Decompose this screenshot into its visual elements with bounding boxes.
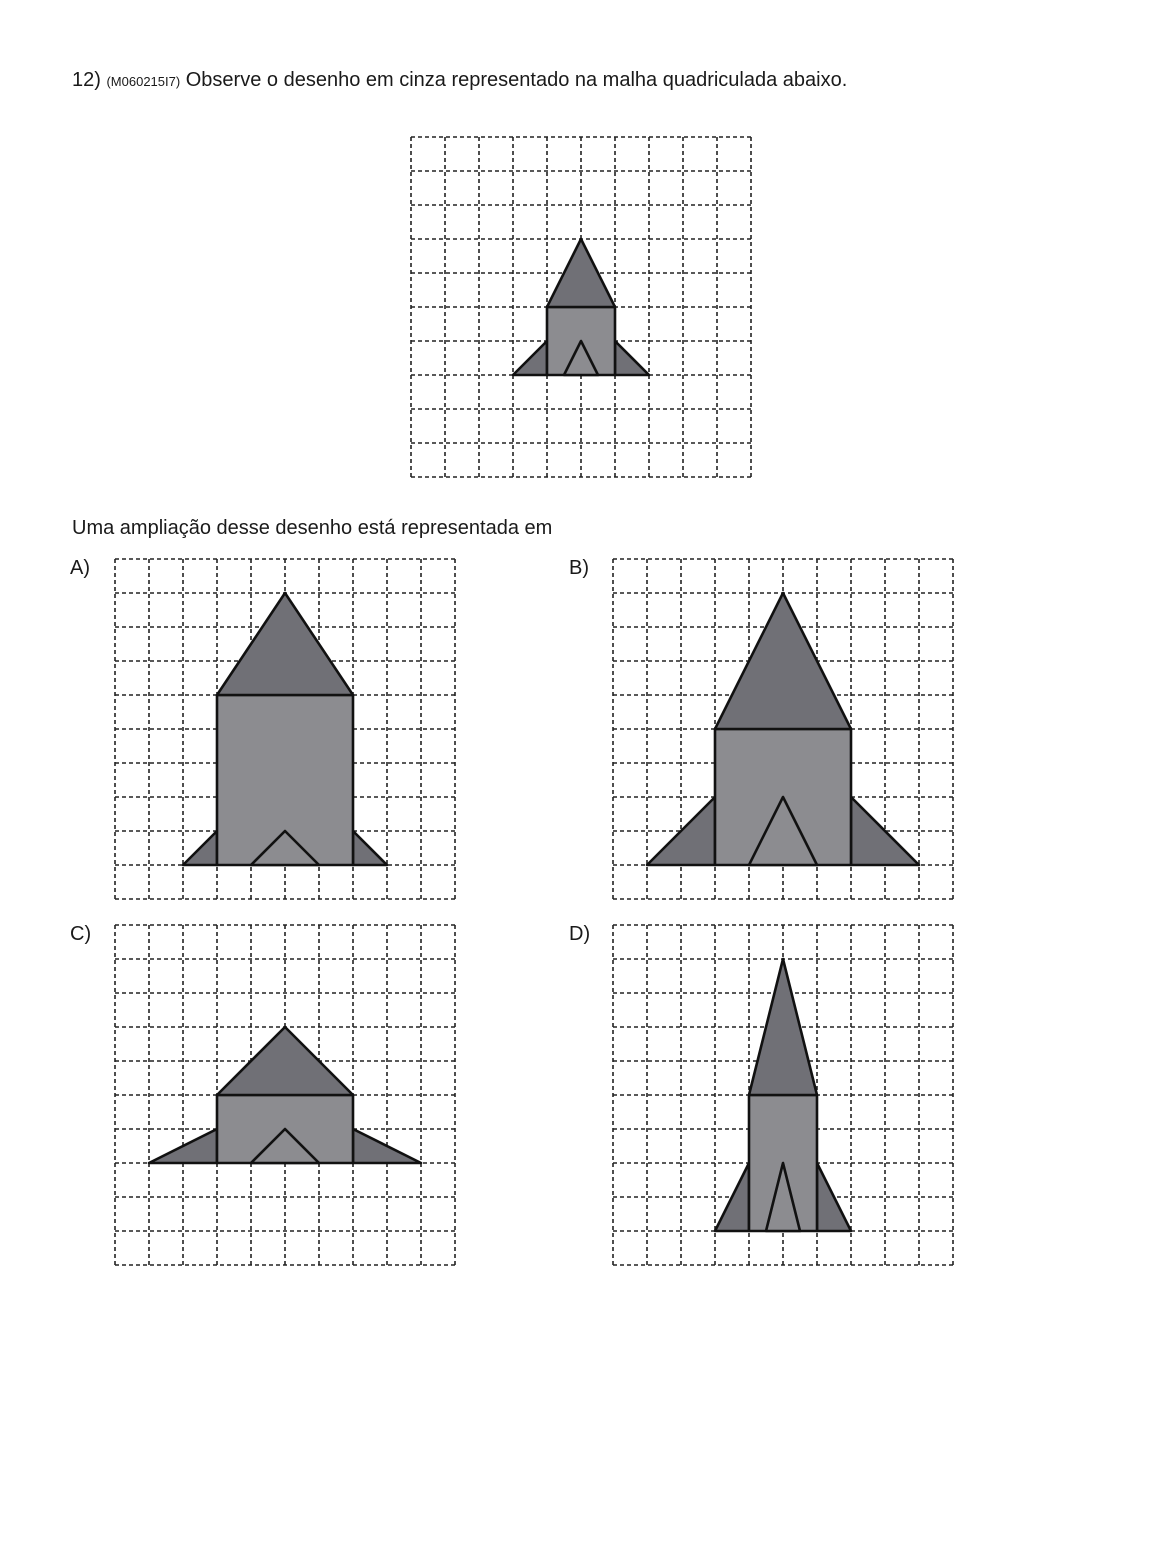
rocket-right-fin bbox=[353, 831, 387, 865]
rocket-left-fin bbox=[513, 341, 547, 375]
question-text: Observe o desenho em cinza representado na malha quadriculada abaixo. bbox=[185, 69, 848, 91]
option-b-label[interactable]: B) bbox=[569, 557, 589, 579]
option-a-label[interactable]: A) bbox=[70, 557, 90, 579]
rocket-left-fin bbox=[149, 1129, 217, 1163]
rocket-left-fin bbox=[183, 831, 217, 865]
rocket-nose bbox=[547, 239, 615, 307]
option-d-label[interactable]: D) bbox=[569, 923, 591, 945]
rocket-nose bbox=[217, 593, 353, 695]
rocket-right-fin bbox=[353, 1129, 421, 1163]
option-a-figure[interactable] bbox=[115, 559, 455, 899]
question-number: 12) bbox=[72, 69, 101, 91]
option-b-figure[interactable] bbox=[613, 559, 953, 899]
original-figure-grid bbox=[411, 137, 751, 477]
option-d-figure[interactable] bbox=[613, 925, 953, 1265]
option-c-figure[interactable] bbox=[115, 925, 455, 1265]
question-statement bbox=[72, 66, 847, 96]
rocket-right-fin bbox=[615, 341, 649, 375]
question-code: (M060215I7) bbox=[106, 74, 181, 89]
answer-prompt: Uma ampliação desse desenho está representada em bbox=[72, 517, 553, 539]
option-c-label[interactable]: C) bbox=[70, 923, 92, 945]
rocket-nose bbox=[749, 959, 817, 1095]
